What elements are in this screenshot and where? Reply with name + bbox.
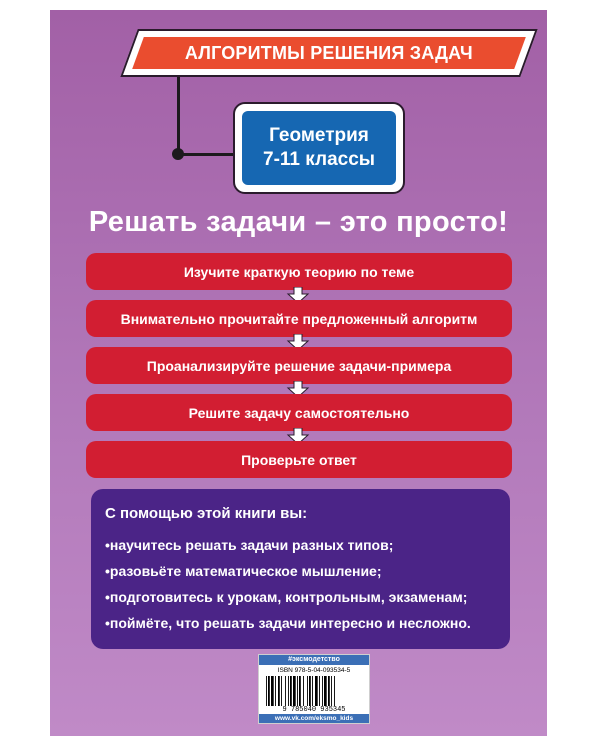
benefit-item: •разовьёте математическое мышление;: [105, 563, 382, 579]
barcode-number: 9 785040 935345: [282, 706, 346, 714]
connector-line-vertical: [177, 74, 180, 155]
benefits-heading: С помощью этой книги вы:: [105, 505, 308, 522]
subject-box: [233, 102, 405, 194]
connector-dot: [172, 148, 184, 160]
book-back-cover: [50, 10, 547, 736]
barcode-bars: [264, 676, 364, 706]
barcode-block: [258, 654, 370, 724]
slogan-heading: Решать задачи – это просто!: [88, 206, 509, 238]
subject-title: Геометрия: [269, 125, 369, 146]
connector-line-horizontal: [177, 153, 234, 156]
benefit-item: •научитесь решать задачи разных типов;: [105, 537, 394, 553]
step-3: Проанализируйте решение задачи-примера: [86, 347, 512, 384]
publisher-hashtag: #эксмодетство: [259, 655, 369, 665]
series-title: АЛГОРИТМЫ РЕШЕНИЯ ЗАДАЧ: [185, 42, 473, 63]
subject-grades: 7-11 классы: [263, 149, 375, 170]
publisher-url: www.vk.com/eksmo_kids: [259, 714, 369, 723]
isbn-label: ISBN 978-5-04-093534-5: [277, 667, 351, 674]
step-5: Проверьте ответ: [86, 441, 512, 478]
benefit-item: •поймёте, что решать задачи интересно и несложно.: [105, 615, 471, 631]
step-2: Внимательно прочитайте предложенный алгоритм: [86, 300, 512, 337]
benefit-item: •подготовитесь к урокам, контрольным, экзаменам;: [105, 589, 468, 605]
step-1: Изучите краткую теорию по теме: [86, 253, 512, 290]
benefits-box: [91, 489, 510, 649]
series-banner: [120, 29, 537, 77]
step-4: Решите задачу самостоятельно: [86, 394, 512, 431]
